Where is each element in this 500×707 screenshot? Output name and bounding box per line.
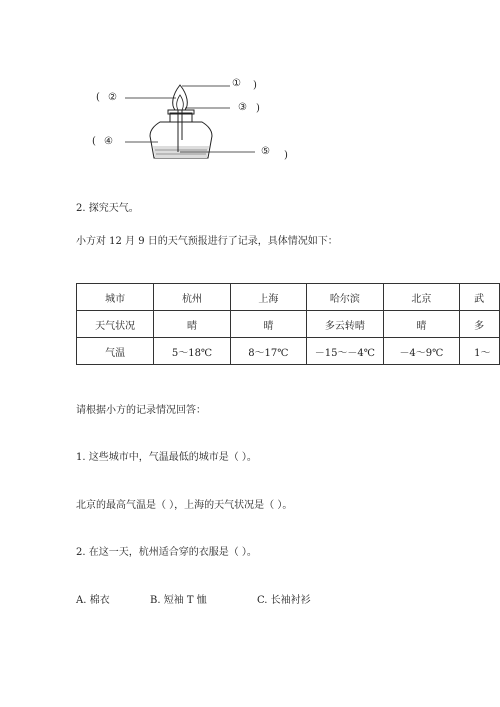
table-cell: 气温 — [77, 338, 154, 365]
paren-close-1: ) — [253, 80, 257, 91]
question-1b: 北京的最高气温是（ ），上海的天气状况是（ ）。 — [76, 500, 293, 511]
table-cell: －4～9℃ — [383, 338, 459, 365]
table-cell: 城市 — [77, 284, 154, 311]
alcohol-lamp-diagram — [0, 0, 500, 180]
table-cell: 多云转晴 — [307, 311, 384, 338]
table-cell: 5～18℃ — [154, 338, 230, 365]
weather-table — [76, 283, 500, 365]
table-cell: 北京 — [383, 284, 459, 311]
flame-outer — [173, 85, 188, 110]
label-1: ① — [232, 78, 241, 89]
label-4: ④ — [104, 136, 113, 147]
table-cell: －15～－4℃ — [307, 338, 384, 365]
question-2: 2. 在这一天，杭州适合穿的衣服是（ ）。 — [76, 547, 257, 558]
paren-close-3: ) — [256, 103, 260, 114]
table-row — [77, 311, 500, 338]
table-row — [77, 284, 500, 311]
table-cell: 天气状况 — [77, 311, 154, 338]
question-2-heading: 2. 探究天气。 — [76, 203, 139, 214]
label-5: ⑤ — [261, 146, 270, 157]
table-cell: 杭州 — [154, 284, 230, 311]
table-cell: 晴 — [154, 311, 230, 338]
table-cell: 多 — [460, 311, 500, 338]
paren-open-4: ( — [92, 136, 96, 147]
option-a: A. 棉衣 — [76, 595, 110, 606]
table-row — [77, 338, 500, 365]
option-b: B. 短袖 T 恤 — [150, 595, 207, 606]
label-3: ③ — [238, 102, 247, 113]
intro-text: 小方对 12 月 9 日的天气预报进行了记录，具体情况如下： — [76, 236, 338, 247]
instruction-text: 请根据小方的记录情况回答： — [76, 405, 206, 416]
label-2: ② — [108, 92, 117, 103]
table-cell: 晴 — [383, 311, 459, 338]
table-cell: 武 — [460, 284, 500, 311]
option-c: C. 长袖衬衫 — [257, 595, 311, 606]
table-cell: 哈尔滨 — [307, 284, 384, 311]
flame-inner — [177, 95, 184, 110]
paren-open-2: ( — [96, 92, 100, 103]
table-cell: 晴 — [230, 311, 306, 338]
table-cell: 8～17℃ — [230, 338, 306, 365]
question-1a: 1. 这些城市中，气温最低的城市是（ ）。 — [76, 452, 257, 463]
table-cell: 1～ — [460, 338, 500, 365]
table-cell: 上海 — [230, 284, 306, 311]
paren-close-5: ) — [284, 150, 288, 161]
